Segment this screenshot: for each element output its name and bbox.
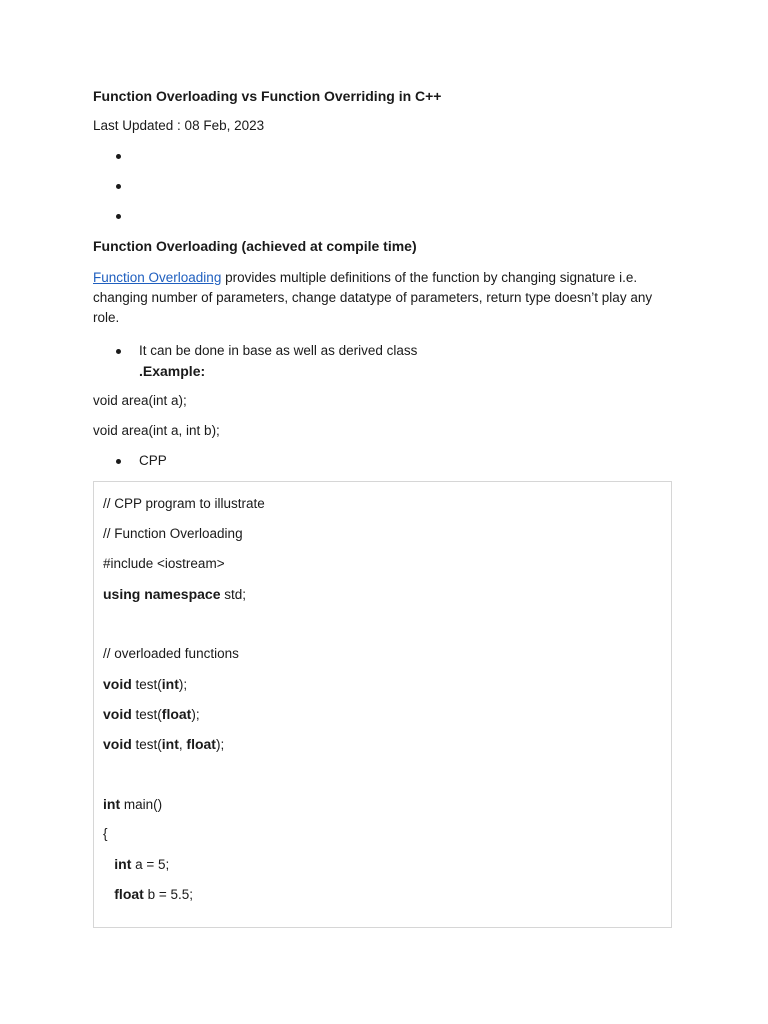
code-line — [103, 884, 662, 904]
code-text: ); — [215, 737, 225, 752]
keyword: int — [103, 796, 121, 812]
keyword: int — [161, 676, 179, 692]
list-item — [93, 146, 675, 166]
code-line — [103, 674, 662, 694]
language-tab-list — [93, 451, 675, 471]
code-line: { — [103, 826, 108, 841]
code-line: // Function Overloading — [103, 526, 243, 541]
list-item: It can be done in base as well as derived class — [93, 341, 675, 361]
code-line — [103, 584, 662, 604]
code-line: #include <iostream> — [103, 556, 225, 571]
language-tab-cpp[interactable]: CPP — [93, 451, 675, 471]
page-title: Function Overloading vs Function Overriding in C++ — [93, 88, 442, 104]
keyword: int — [161, 736, 179, 752]
keyword: void — [103, 736, 132, 752]
code-text: , — [178, 737, 187, 752]
code-text: a = 5; — [131, 857, 170, 872]
empty-bullet-list — [93, 146, 675, 226]
keyword: int — [114, 856, 132, 872]
code-text: test( — [131, 677, 162, 692]
code-text: ); — [191, 707, 200, 722]
code-line — [103, 794, 662, 814]
last-updated: Last Updated : 08 Feb, 2023 — [93, 118, 265, 133]
section-heading: Function Overloading (achieved at compile time) — [93, 238, 417, 254]
code-block — [93, 481, 672, 928]
indent — [103, 887, 114, 902]
article — [93, 86, 675, 471]
indent — [103, 857, 114, 872]
intro-paragraph — [93, 268, 675, 328]
code-text: b = 5.5; — [143, 887, 193, 902]
intro-text: provides multiple definitions of the function by changing signature i.e. changing number of parameters, change datatype of parameters, return type doesn’t play any role. — [93, 269, 653, 325]
code-text: std; — [220, 587, 247, 602]
keyword: float — [161, 706, 192, 722]
code-line-blank — [103, 614, 662, 634]
code-line-blank — [103, 764, 662, 784]
code-text: test( — [131, 707, 162, 722]
code-line — [103, 704, 662, 724]
keyword: float — [114, 886, 144, 902]
example-line: void area(int a); — [93, 393, 187, 409]
function-overloading-link[interactable]: Function Overloading — [93, 269, 222, 285]
keyword: float — [186, 736, 216, 752]
code-text: test( — [131, 737, 162, 752]
example-label: .Example: — [139, 363, 206, 380]
code-text: main() — [120, 797, 163, 812]
code-text: ); — [178, 677, 188, 692]
example-line: void area(int a, int b); — [93, 423, 220, 439]
code-line: // CPP program to illustrate — [103, 496, 265, 511]
code-line: // overloaded functions — [103, 646, 239, 661]
list-item — [93, 206, 675, 226]
list-item — [93, 176, 675, 196]
keyword: using namespace — [103, 586, 221, 602]
code-line — [103, 854, 662, 874]
feature-bullet-list — [93, 341, 675, 361]
keyword: void — [103, 676, 132, 692]
code-line — [103, 734, 662, 754]
keyword: void — [103, 706, 132, 722]
